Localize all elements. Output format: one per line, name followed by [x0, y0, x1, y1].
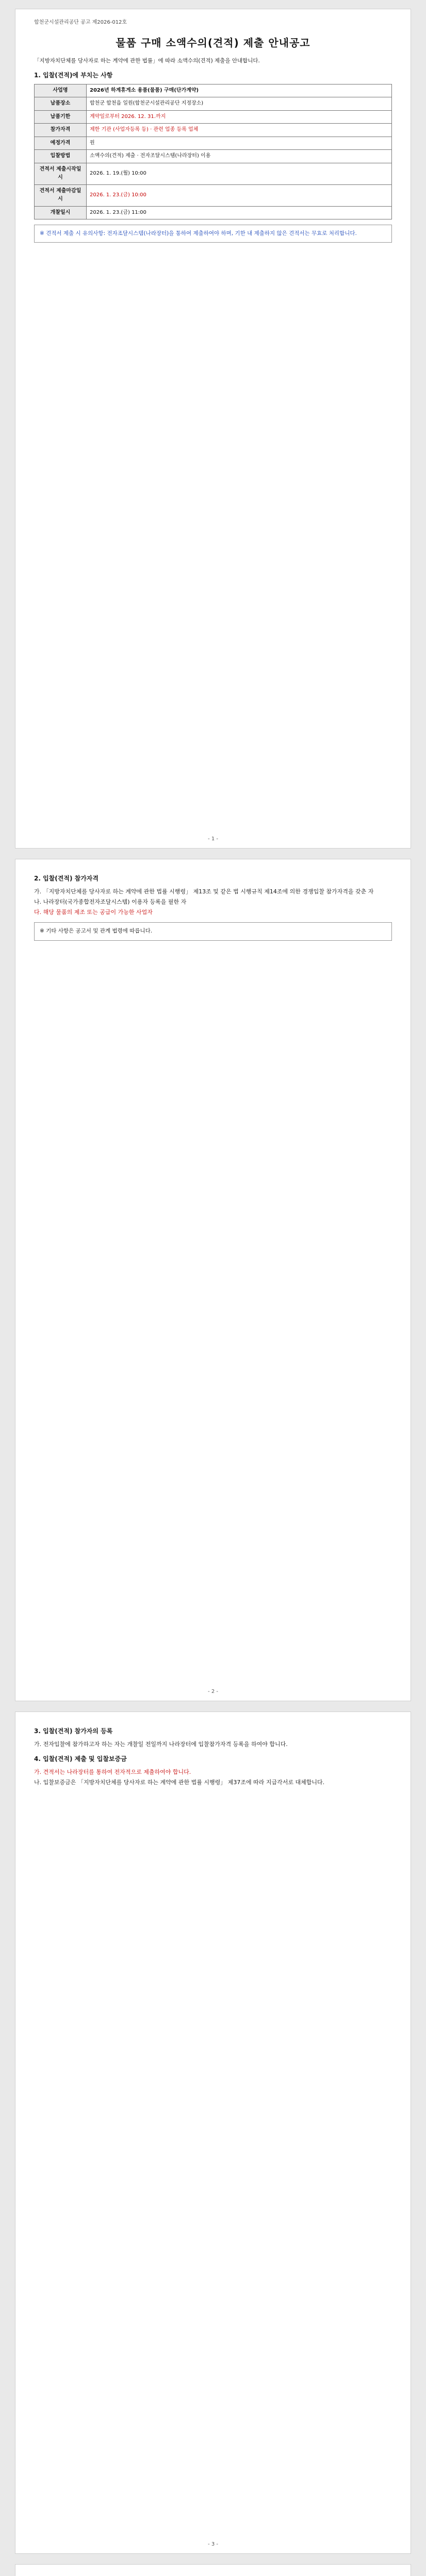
section-1-title: 1. 입찰(견적)에 부치는 사항 — [34, 71, 113, 79]
page-1 — [15, 9, 411, 848]
row-value: 2026. 1. 19.(월) 10:00 — [87, 163, 392, 184]
row-label: 납품장소 — [35, 97, 87, 111]
notice-text: ※ 기타 사항은 공고서 및 관계 법령에 따릅니다. — [40, 928, 153, 935]
row-value: 원 — [87, 137, 392, 150]
bid-info-table — [34, 84, 392, 220]
paragraph: 나. 입찰보증금은 「지방자치단체를 당사자로 하는 계약에 관한 법률 시행령」 제37조에 따라 지급각서로 대체합니다. — [34, 1778, 325, 1786]
row-label: 견적서 제출시작일시 — [35, 163, 87, 184]
row-label: 개찰일시 — [35, 206, 87, 219]
row-value: 2026. 1. 23.(금) 10:00 — [87, 184, 392, 206]
page-number: - 3 - — [208, 2541, 218, 2547]
lead-paragraph: 「지방자치단체를 당사자로 하는 계약에 관한 법률」에 따라 소액수의(견적) 제출을 안내합니다. — [34, 57, 260, 64]
document-number: 합천군시설관리공단 공고 제2026-012호 — [34, 20, 127, 25]
row-label: 참가자격 — [35, 124, 87, 137]
section-4-title: 4. 입찰(견적) 제출 및 입찰보증금 — [34, 1755, 127, 1762]
page-4 — [15, 2565, 411, 2576]
paragraph: 가. 전자입찰에 참가하고자 하는 자는 개찰일 전일까지 나라장터에 입찰참가자격 등록을 하여야 합니다. — [34, 1740, 288, 1748]
row-label: 사업명 — [35, 84, 87, 97]
paragraph: 가. 견적서는 나라장터를 통하여 전자적으로 제출하여야 합니다. — [34, 1768, 191, 1775]
section-3-title: 3. 입찰(견적) 참가자의 등록 — [34, 1727, 113, 1735]
row-value: 제한 기관 (사업자등록 등) · 관련 업종 등록 업체 — [87, 124, 392, 137]
page-number: - 1 - — [208, 836, 218, 842]
row-value: 소액수의(견적) 제출 · 전자조달시스템(나라장터) 이용 — [87, 150, 392, 163]
row-value: 계약일로부터 2026. 12. 31.까지 — [87, 110, 392, 124]
section-2-title: 2. 입찰(견적) 참가자격 — [34, 875, 99, 882]
paragraph: 가. 「지방자치단체를 당사자로 하는 계약에 관한 법률 시행령」 제13조 및 같은 법 시행규칙 제14조에 의한 경쟁입찰 참가자격을 갖춘 자 — [34, 888, 374, 895]
row-label: 견적서 제출마감일시 — [35, 184, 87, 206]
page-2 — [15, 859, 411, 1701]
row-label: 납품기한 — [35, 110, 87, 124]
page-number: - 2 - — [208, 1689, 218, 1694]
paragraph: 나. 나라장터(국가종합전자조달시스템) 이용자 등록을 필한 자 — [34, 898, 187, 905]
row-value: 합천군 합천읍 일원(합천군시설관리공단 지정장소) — [87, 97, 392, 111]
row-value: 2026. 1. 23.(금) 11:00 — [87, 206, 392, 219]
row-label: 입찰방법 — [35, 150, 87, 163]
notice-text: ※ 견적서 제출 시 유의사항: 전자조달시스템(나라장터)을 통하여 제출하여야 하며, 기한 내 제출하지 않은 견적서는 무효로 처리합니다. — [40, 230, 357, 237]
paragraph: 다. 해당 물품의 제조 또는 공급이 가능한 사업자 — [34, 909, 153, 916]
notice-box — [34, 225, 392, 243]
notice-box — [34, 922, 392, 940]
row-label: 예정가격 — [35, 137, 87, 150]
row-value: 2026년 하계휴게소 용품(물품) 구매(단가계약) — [87, 84, 392, 97]
page-3 — [15, 1712, 411, 2553]
document-title: 물품 구매 소액수의(견적) 제출 안내공고 — [116, 36, 310, 49]
